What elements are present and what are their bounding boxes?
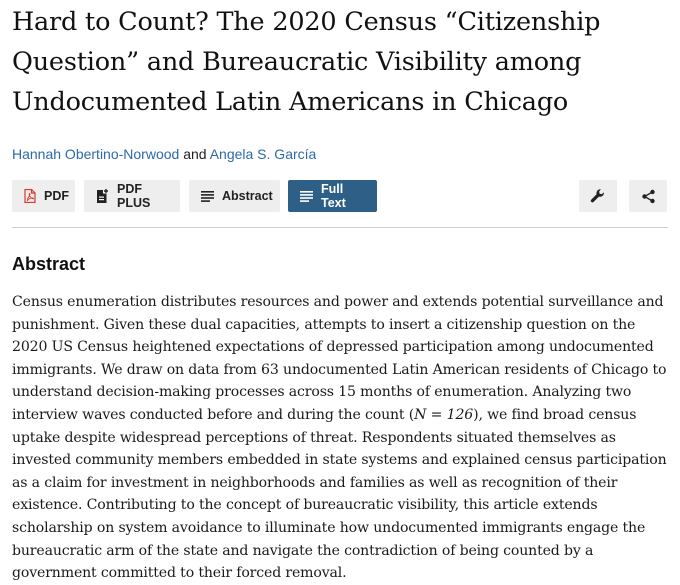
author-list [12, 144, 668, 164]
share-button[interactable] [629, 180, 667, 212]
full-text-button-label: Full Text [321, 182, 346, 210]
share-icon [641, 189, 656, 204]
abstract-text-part-2: ), we find broad census uptake despite widespread perceptions of threat. Respondents situated themselves as invested community members embedded in state systems and explained census participation as a claim for investment in neighborhoods and families as well as recognition of their existence. Contributing to the concept of bureaucratic visibility, this article extends scholarship on system avoidance to illuminate how undocumented immigrants engage the bureaucratic arm of the state and navigate the contradiction of being counted by a government committed to their forced removal. [12, 406, 667, 582]
pdf-button-label: PDF [44, 189, 69, 203]
abstract-text-part-1: Census enumeration distributes resources and power and extends potential surveillance and punishment. Given these dual capacities, attempts to insert a citizenship question on the 2020 US Census heightened expectations of depressed participation among undocumented immigrants. We draw on data from 63 undocumented Latin American residents of Chicago to understand decision-making processes across 15 months of enumeration. Analyzing two interview waves conducted before and during the count ( [12, 294, 667, 423]
author-link-2[interactable]: Angela S. García [209, 146, 317, 162]
pdf-plus-file-icon [96, 189, 109, 204]
author-link-1[interactable]: Hannah Obertino-Norwood [12, 146, 180, 162]
sample-size-expression: N = 126 [414, 406, 474, 423]
pdf-file-icon [24, 189, 36, 203]
lines-icon [300, 191, 313, 202]
tools-button[interactable] [579, 180, 617, 212]
section-divider [12, 227, 668, 228]
abstract-heading: Abstract [12, 254, 86, 274]
lines-icon [201, 191, 214, 202]
wrench-icon [590, 188, 606, 204]
author-conjunction: and [183, 146, 207, 162]
abstract-text [12, 291, 672, 585]
article-page [12, 0, 668, 582]
pdf-plus-button[interactable] [84, 180, 180, 212]
pdf-button[interactable] [12, 180, 75, 212]
full-text-button[interactable] [288, 180, 377, 212]
article-title: Hard to Count? The 2020 Census “Citizenship Question” and Bureaucratic Visibility among Undocumented Latin Americans in Chicago [12, 7, 601, 117]
article-toolbar [12, 180, 668, 224]
abstract-button-label: Abstract [222, 189, 273, 203]
abstract-button[interactable] [189, 180, 280, 212]
pdf-plus-button-label: PDF PLUS [117, 182, 151, 210]
